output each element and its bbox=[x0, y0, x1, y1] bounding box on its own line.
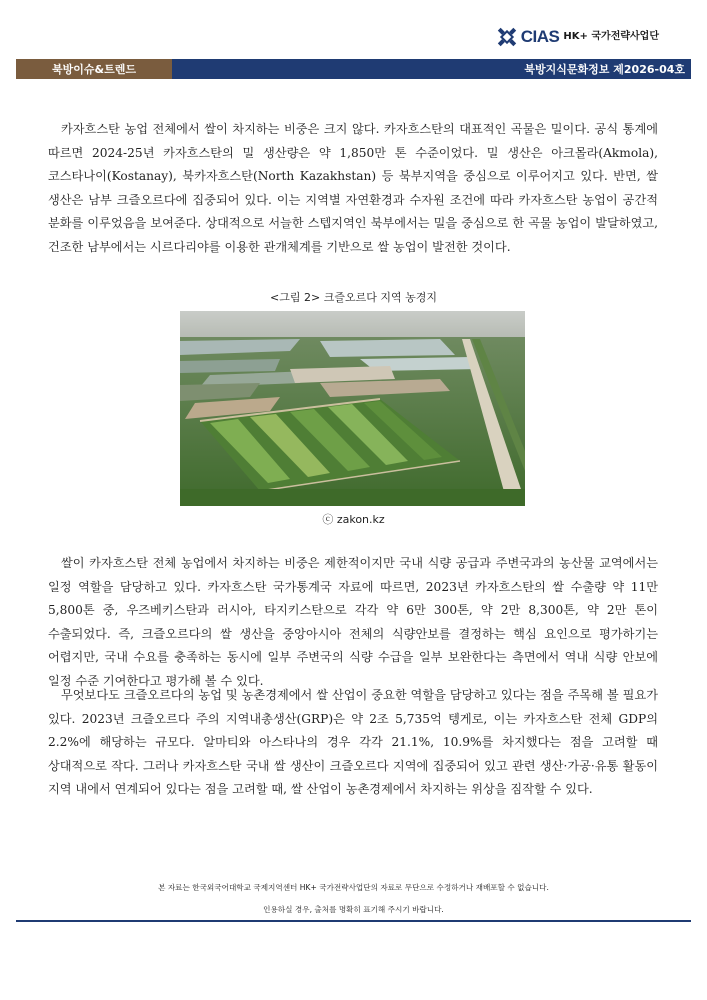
cias-logo bbox=[496, 26, 659, 48]
footer-notice: 본 자료는 한국외국어대학교 국제지역센터 HK+ 국가전략사업단의 자료로 무단으로 수정하거나 재배포할 수 없습니다. bbox=[158, 883, 549, 892]
header-bar bbox=[16, 59, 691, 79]
farmland-photo bbox=[180, 311, 525, 506]
logo-text: CIAS bbox=[520, 27, 560, 46]
footer-citation: 인용하실 경우, 출처를 명확히 표기해 주시기 바랍니다. bbox=[263, 905, 444, 914]
body-paragraph-1: 카자흐스탄 농업 전체에서 쌀이 차지하는 비중은 크지 않다. 카자흐스탄의 대표적인 곡물은 밀이다. 공식 통계에 따르면 2024-25년 카자흐스탄의 밀 생산량은 약 1,850만 톤 수준이었다. 밀 생산은 아크몰라(Akmola), 코스타나이(Kostanay), 북카자흐스탄(North Kazakhstan) 등 북부지역을 중심으로 이루어지고 있다. 반면, 쌀 생산은 남부 크즐오르다에 집중되어 있다. 이는 지역별 자연환경과 수자원 조건에 따라 카자흐스탄 농업이 공간적 분화를 이루었음을 보여준다. 상대적으로 서늘한 스텝지역인 북부에서는 밀을 중심으로 한 곡물 농업이 발달하였고, 건조한 남부에서는 시르다리야를 이용한 관개체계를 기반으로 쌀 농업이 발전한 것이다. bbox=[48, 122, 658, 254]
footer-divider bbox=[16, 920, 691, 922]
photo-credit: ⓒ zakon.kz bbox=[322, 513, 385, 526]
body-paragraph-2: 쌀이 카자흐스탄 전체 농업에서 차지하는 비중은 제한적이지만 국내 식량 공급과 주변국과의 농산물 교역에서는 일정 역할을 담당하고 있다. 카자흐스탄 국가통계국 자료에 따르면, 2023년 카자흐스탄의 쌀 수출량 약 11만 5,800톤 중, 우즈베키스탄과 러시아, 타지키스탄으로 각각 약 6만 300톤, 약 2만 8,300톤, 약 2만 톤이 수출되었다. 즉, 크즐오르다의 쌀 생산을 중앙아시아 전체의 식량안보를 결정하는 핵심 요인으로 평가하기는 어렵지만, 국내 수요를 충족하는 동시에 일부 주변국의 식량 수급을 일부 보완한다는 측면에서 역내 식량 안보에 일정 수준 기여한다고 평가해 볼 수 있다. bbox=[48, 556, 658, 688]
section-tag: 북방이슈&트렌드 bbox=[16, 59, 172, 79]
body-paragraph-3: 무엇보다도 크즐오르다의 농업 및 농촌경제에서 쌀 산업이 중요한 역할을 담당하고 있다는 점을 주목해 볼 필요가 있다. 2023년 크즐오르다 주의 지역내총생산(GRP)은 약 2조 5,735억 텡게로, 이는 카자흐스탄 전체 GDP의 2.2%에 해당하는 규모다. 알마티와 아스타나의 경우 각각 21.1%, 10.9%를 차지했다는 점을 고려할 때 상대적으로 작다. 그러나 카자흐스탄 국내 쌀 생산이 크즐오르다 지역에 집중되어 있고 관련 생산·가공·유통 활동이 지역 내에서 연계되어 있다는 점을 고려할 때, 쌀 산업이 농촌경제에서 차지하는 위상을 짐작할 수 있다. bbox=[48, 688, 658, 797]
logo-subtitle-decoration bbox=[563, 43, 659, 48]
cias-emblem-icon bbox=[496, 26, 518, 48]
org-title: HK+ 국가전략사업단 bbox=[563, 30, 659, 42]
figure-caption: <그림 2> 크즐오르다 지역 농경지 bbox=[270, 291, 437, 304]
issue-number: 북방지식문화정보 제2026-04호 bbox=[524, 63, 685, 76]
